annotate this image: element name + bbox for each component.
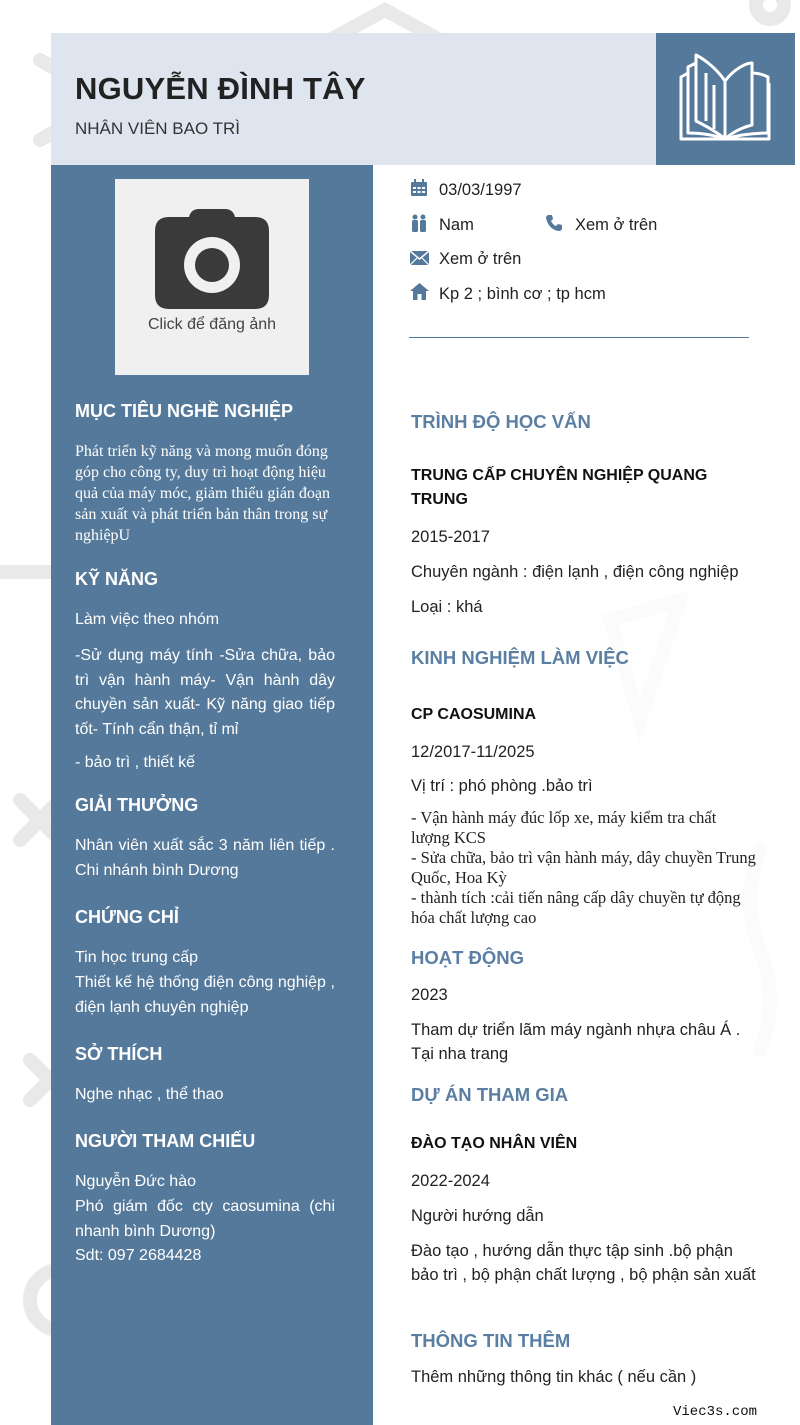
main-content bbox=[373, 165, 795, 1425]
projects-heading: DỰ ÁN THAM GIA bbox=[411, 1084, 569, 1105]
education-grade: Loại : khá bbox=[411, 598, 483, 616]
experience-duty: - thành tích :cải tiến nâng cấp dây chuyền tự động hóa chất lượng cao bbox=[411, 888, 741, 927]
skills-item: -Sử dụng máy tính -Sửa chữa, bảo trì vận hành máy- Vận hành dây chuyền sản xuất- Kỹ năng giao tiếp tốt- Tính cẩn thận, tỉ mỉ bbox=[75, 647, 335, 738]
reference-position: Phó giám đốc cty caosumina (chi nhanh bình Dương) bbox=[75, 1198, 335, 1240]
education-major: Chuyên ngành : điện lạnh , điện công nghiệp bbox=[411, 563, 739, 581]
divider bbox=[409, 337, 749, 338]
certificates-heading: CHỨNG CHỈ bbox=[75, 907, 179, 927]
candidate-name: NGUYỄN ĐÌNH TÂY bbox=[75, 71, 366, 106]
experience-company: CP CAOSUMINA bbox=[411, 706, 537, 723]
certificate-item: Thiết kế hệ thống điện công nghiệp , điện lạnh chuyên nghiệp bbox=[75, 974, 335, 1016]
address-value: Kp 2 ; bình cơ ; tp hcm bbox=[439, 285, 606, 303]
certificate-item: Tin học trung cấp bbox=[75, 949, 199, 966]
extra-text: Thêm những thông tin khác ( nếu cần ) bbox=[411, 1368, 697, 1386]
skills-item: Làm việc theo nhóm bbox=[75, 611, 220, 628]
email-value: Xem ở trên bbox=[439, 250, 522, 268]
experience-position: Vị trí : phó phòng .bảo trì bbox=[411, 777, 593, 795]
home-icon bbox=[410, 283, 429, 300]
education-heading: TRÌNH ĐỘ HỌC VẤN bbox=[411, 411, 591, 432]
hobbies-text: Nghe nhạc , thể thao bbox=[75, 1086, 224, 1103]
education-school: TRUNG CẤP CHUYÊN NGHIỆP QUANG TRUNG bbox=[411, 467, 708, 508]
sidebar bbox=[51, 165, 373, 1425]
logo-box bbox=[656, 33, 795, 165]
watermark: Viec3s.com bbox=[673, 1404, 758, 1420]
project-period: 2022-2024 bbox=[411, 1172, 490, 1190]
cv-header bbox=[51, 33, 656, 165]
calendar-icon bbox=[410, 179, 428, 197]
activities-text: Tham dự triển lãm máy ngành nhựa châu Á . Tại nha trang bbox=[411, 1021, 741, 1063]
project-role: Người hướng dẫn bbox=[411, 1207, 544, 1225]
phone-value: Xem ở trên bbox=[575, 216, 658, 234]
awards-text: Nhân viên xuất sắc 3 năm liên tiếp . Chi nhánh bình Dương bbox=[75, 837, 335, 879]
experience-duty: - Vận hành máy đúc lốp xe, máy kiểm tra chất lượng KCS bbox=[411, 808, 717, 847]
project-description: Đào tạo , hướng dẫn thực tập sinh .bộ phận bảo trì , bộ phận chất lượng , bộ phận sản xuất bbox=[411, 1242, 756, 1284]
gender-value: Nam bbox=[439, 216, 474, 234]
education-period: 2015-2017 bbox=[411, 528, 490, 546]
phone-icon bbox=[545, 214, 563, 232]
experience-period: 12/2017-11/2025 bbox=[411, 743, 535, 761]
photo-caption: Click để đăng ảnh bbox=[147, 316, 277, 333]
mail-icon bbox=[410, 251, 429, 265]
activities-year: 2023 bbox=[411, 986, 448, 1004]
objective-text: Phát triển kỹ năng và mong muốn đóng góp cho công ty, duy trì hoạt động hiệu quả của máy móc, giảm thiểu gián đoạn sản xuất và phát triển bản thân trong sự nghiệpU bbox=[75, 443, 331, 544]
references-heading: NGƯỜI THAM CHIẾU bbox=[75, 1131, 256, 1151]
reference-name: Nguyễn Đức hào bbox=[75, 1173, 196, 1190]
hobbies-heading: SỞ THÍCH bbox=[75, 1044, 163, 1064]
people-icon bbox=[410, 214, 428, 232]
job-title: NHÂN VIÊN BAO TRÌ bbox=[75, 119, 240, 138]
awards-heading: GIẢI THƯỞNG bbox=[75, 795, 199, 815]
photo-upload[interactable] bbox=[115, 179, 309, 375]
reference-phone: Sdt: 097 2684428 bbox=[75, 1247, 202, 1264]
extra-heading: THÔNG TIN THÊM bbox=[411, 1330, 571, 1351]
experience-heading: KINH NGHIỆM LÀM VIỆC bbox=[411, 647, 629, 668]
skills-heading: KỸ NĂNG bbox=[75, 569, 159, 589]
activities-heading: HOẠT ĐỘNG bbox=[411, 947, 525, 968]
experience-duty: - Sửa chữa, bảo trì vận hành máy, dây chuyền Trung Quốc, Hoa Kỳ bbox=[411, 848, 756, 887]
dob-value: 03/03/1997 bbox=[439, 181, 522, 199]
book-icon bbox=[656, 33, 795, 165]
objective-heading: MỤC TIÊU NGHỀ NGHIỆP bbox=[75, 401, 294, 421]
camera-icon bbox=[153, 207, 271, 311]
project-name: ĐÀO TẠO NHÂN VIÊN bbox=[411, 1135, 578, 1152]
skills-item: - bảo trì , thiết kế bbox=[75, 754, 196, 771]
